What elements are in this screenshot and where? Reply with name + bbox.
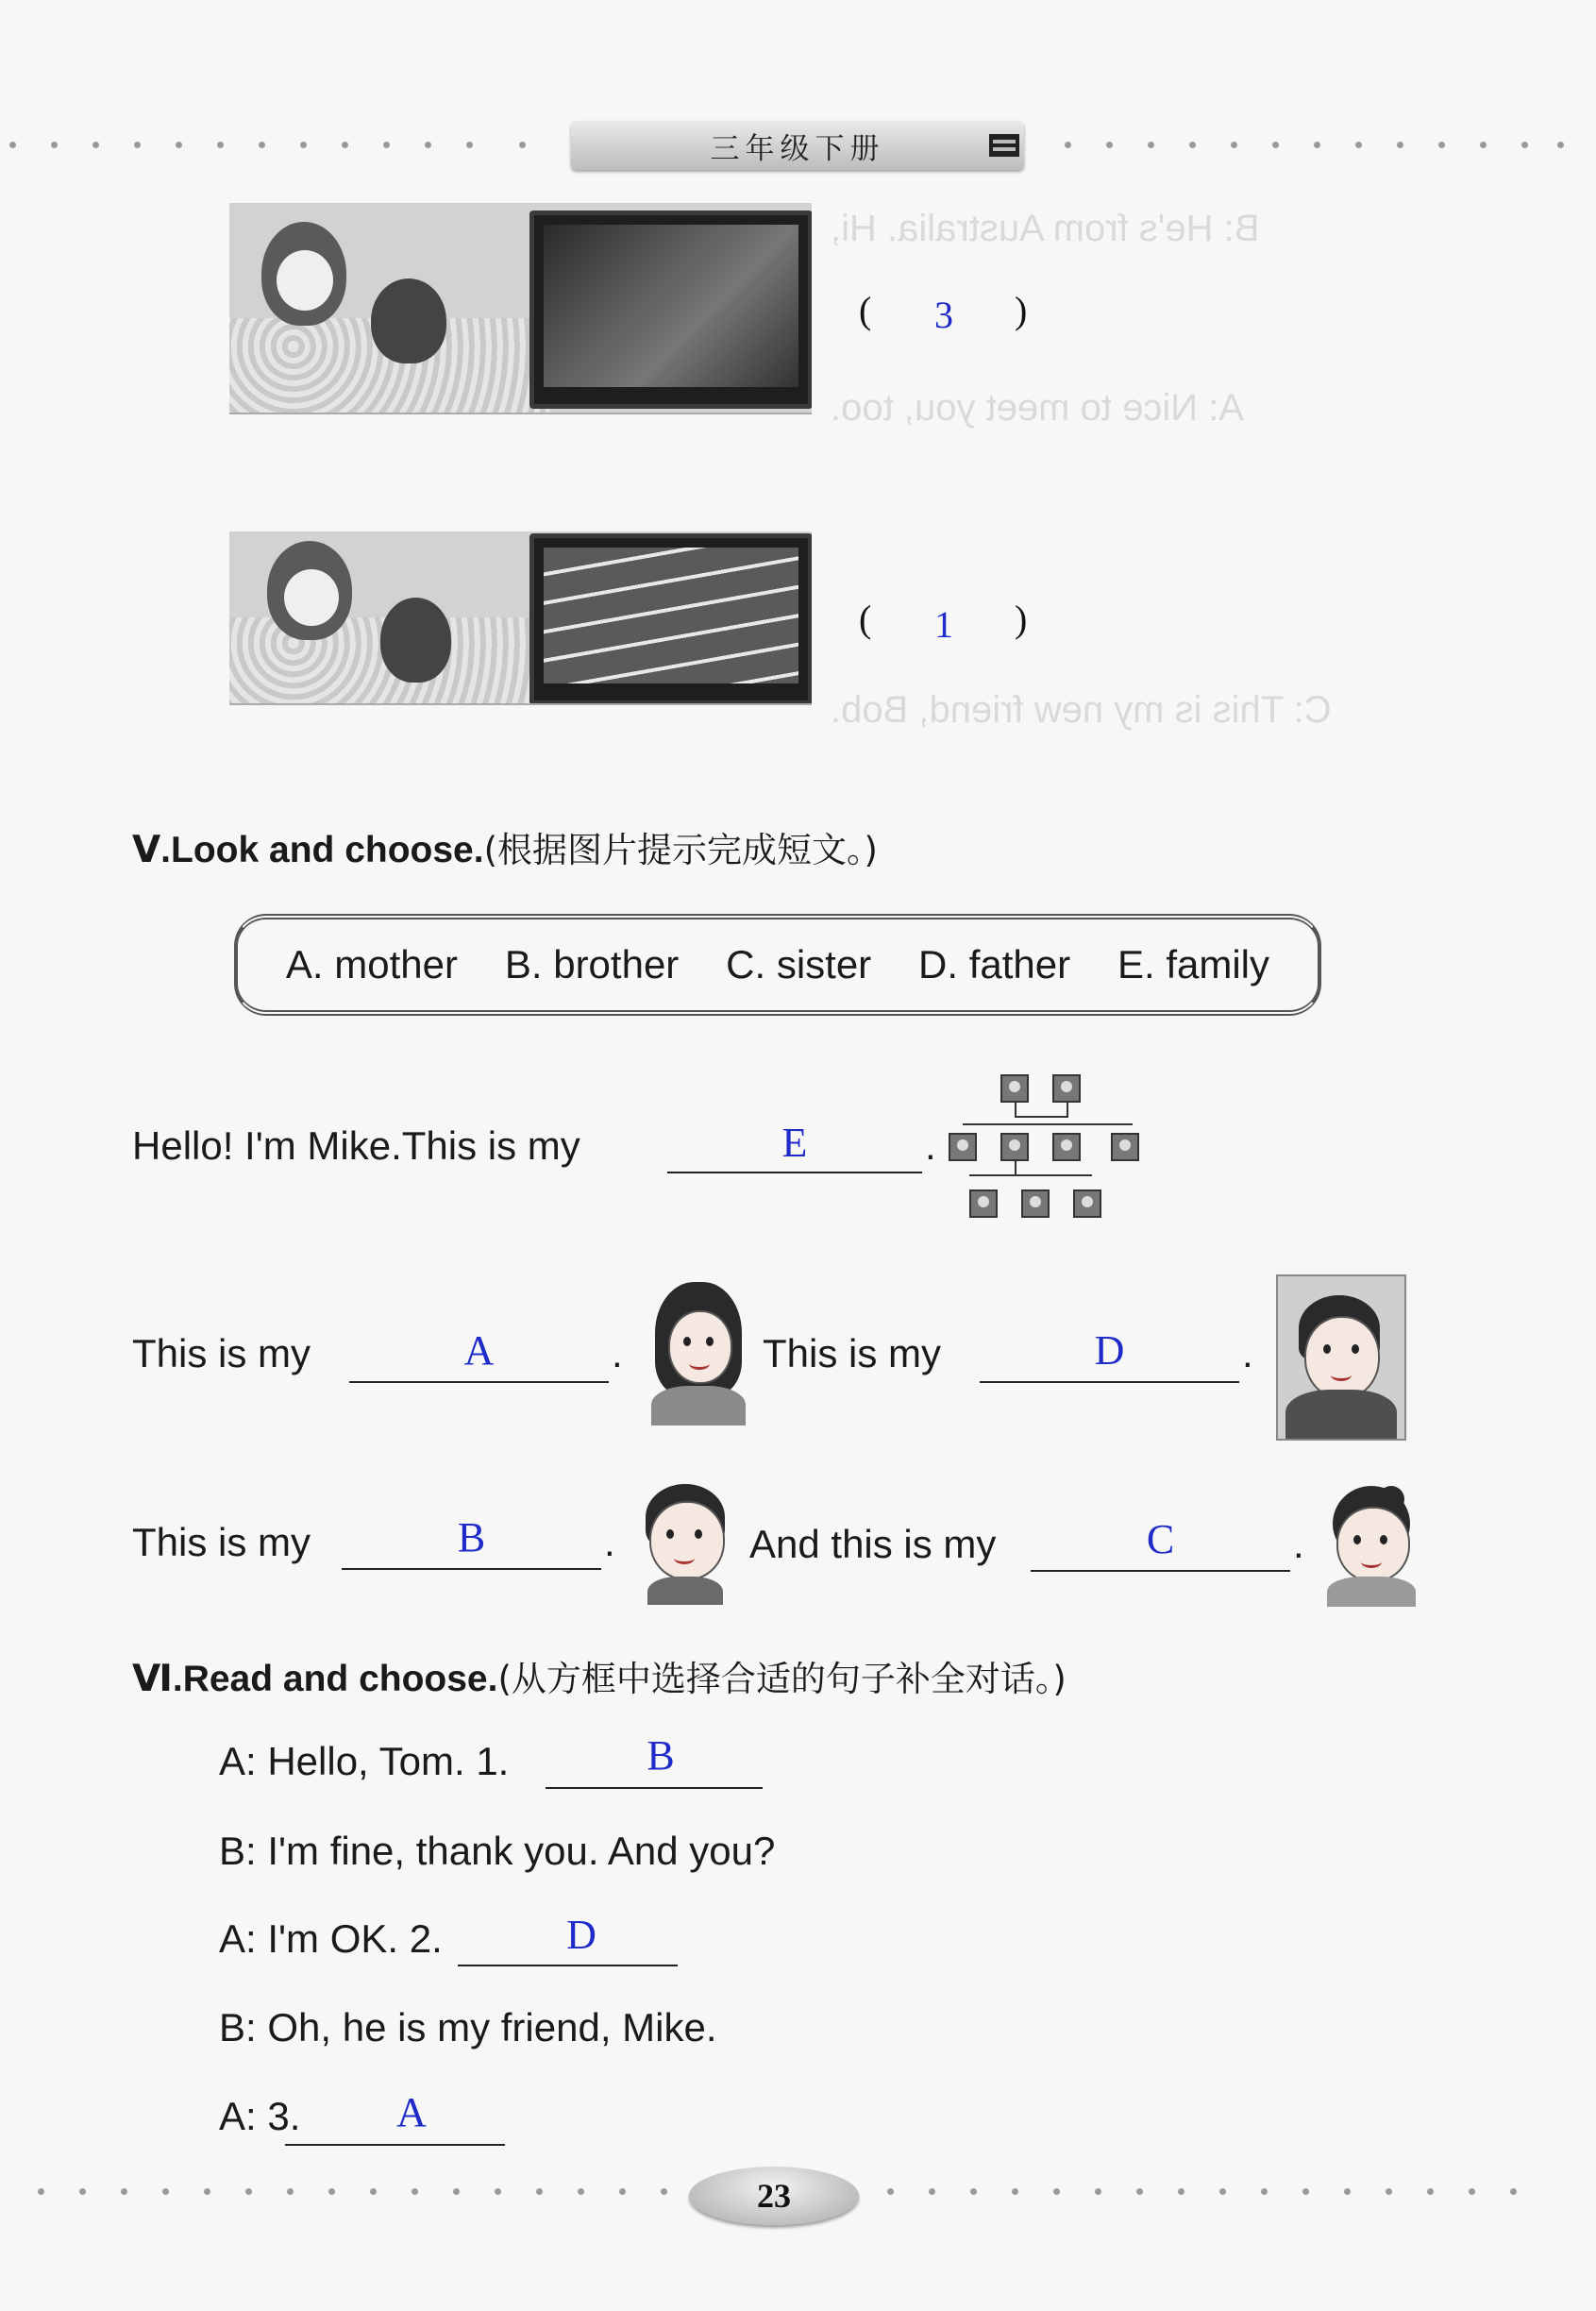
dialog-line-5: A: 3.: [219, 2094, 301, 2138]
word-options-box: [234, 914, 1321, 1016]
mother-portrait: [651, 1282, 746, 1425]
option-c: C. sister: [726, 942, 872, 987]
option-e: E. family: [1117, 942, 1269, 987]
option-d: D. father: [918, 942, 1071, 987]
dialog-answer-1[interactable]: B: [647, 1732, 675, 1779]
dialog-blank-2: [458, 1964, 678, 1966]
answer-paren-open: (: [859, 598, 872, 640]
section-5-numeral: Ⅴ.: [132, 830, 172, 870]
tv-scene-image-1: [229, 203, 812, 414]
sentence-5-answer[interactable]: C: [1146, 1516, 1175, 1562]
header-title: 三年级下册: [571, 121, 1024, 170]
dialog-line-2: B: I'm fine, thank you. And you?: [219, 1829, 776, 1873]
sentence-3-suffix: .: [1242, 1331, 1253, 1375]
sentence-5-suffix: .: [1293, 1522, 1304, 1566]
sentence-5-prefix: And this is my: [749, 1522, 997, 1566]
answer-paren-close: ): [1015, 289, 1028, 331]
dialog-line-1: A: Hello, Tom. 1.: [219, 1739, 510, 1783]
dialog-blank-3: [285, 2143, 505, 2146]
section-5-title: Look and choose.: [171, 830, 484, 870]
sentence-4-suffix: .: [604, 1520, 615, 1564]
header-dots-right: [1065, 142, 1574, 149]
section-5-heading: [132, 821, 878, 872]
dialog-line-4: B: Oh, he is my friend, Mike.: [219, 2005, 717, 2050]
section-6-title: Read and choose.: [182, 1659, 498, 1699]
header-dots-left: [9, 142, 538, 149]
sentence-3-blank: [980, 1380, 1239, 1383]
section-6-instruction: (从方框中选择合适的句子补全对话。): [497, 1659, 1067, 1699]
answer-paren-open: (: [859, 289, 872, 331]
option-a: A. mother: [285, 942, 458, 987]
sentence-4-blank: [342, 1567, 601, 1570]
footer-dots-left: [38, 2188, 661, 2196]
sentence-4-prefix: This is my: [132, 1520, 311, 1564]
picture-answer-2[interactable]: 1: [934, 603, 953, 646]
sentence-1-prefix: Hello! I'm Mike.This is my: [132, 1123, 580, 1168]
brother-portrait: [638, 1484, 732, 1605]
page-number: 23: [689, 2167, 859, 2225]
section-5-instruction: (根据图片提示完成短文。): [483, 830, 878, 870]
option-b: B. brother: [504, 942, 680, 987]
sentence-4-answer[interactable]: B: [457, 1514, 486, 1560]
section-6-heading: [132, 1650, 1067, 1701]
sister-portrait: [1319, 1486, 1423, 1607]
sentence-3-answer[interactable]: D: [1094, 1327, 1125, 1374]
dialog-blank-1: [546, 1786, 763, 1789]
father-portrait: [1276, 1274, 1406, 1441]
dialog-line-3: A: I'm OK. 2.: [219, 1916, 443, 1961]
picture-answer-1[interactable]: 3: [934, 294, 953, 336]
dialog-answer-2[interactable]: D: [566, 1912, 596, 1958]
footer-dots-right: [887, 2188, 1548, 2196]
sentence-3-prefix: This is my: [763, 1331, 941, 1375]
show-through-text: B: He's from Australia. Hi,: [831, 208, 1260, 249]
sentence-1-blank: [667, 1171, 922, 1173]
show-through-text: C: This is my new friend, Bob.: [831, 689, 1332, 731]
show-through-text: A: Nice to meet you, too.: [831, 387, 1244, 429]
sentence-2-prefix: This is my: [132, 1331, 311, 1375]
film-icon-right: [987, 128, 1021, 162]
sentence-1-suffix: .: [925, 1123, 936, 1168]
sentence-2-blank: [349, 1380, 609, 1383]
tv-scene-image-2: [229, 531, 812, 705]
dialog-answer-3[interactable]: A: [396, 2089, 427, 2135]
family-tree-image: [949, 1074, 1147, 1227]
sentence-2-suffix: .: [612, 1331, 623, 1375]
sentence-5-blank: [1031, 1569, 1290, 1572]
sentence-2-answer[interactable]: A: [463, 1327, 495, 1374]
section-6-numeral: Ⅵ.: [132, 1659, 183, 1699]
answer-paren-close: ): [1015, 598, 1028, 640]
sentence-1-answer[interactable]: E: [781, 1120, 808, 1166]
